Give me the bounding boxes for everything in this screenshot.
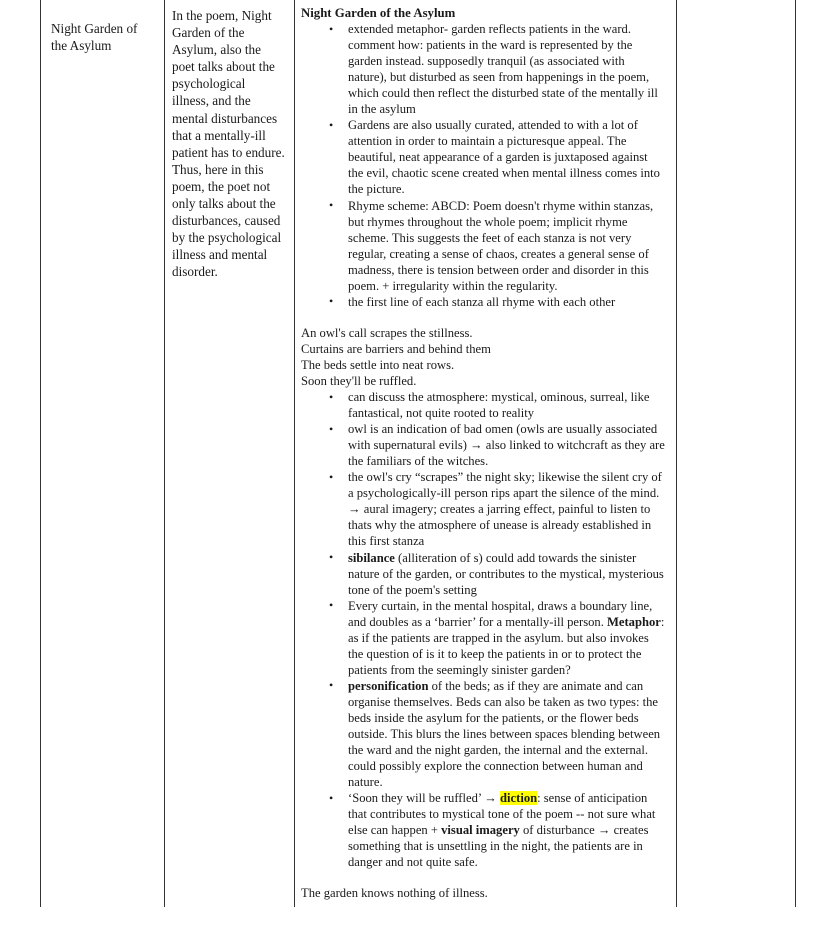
notes-body (295, 0, 676, 907)
notes-heading: Night Garden of the Asylum (301, 6, 456, 20)
diction-text-mid: : sense of anticipation that contributes to mystical tone of the poem -- not sure what else can happen + (348, 791, 656, 838)
diction-quote: ‘Soon they will be ruffled’ → (348, 791, 501, 806)
term-personification: personification (348, 678, 429, 693)
list-item: • extended metaphor- garden reflects patients in the ward. comment how: patients in the ward is represented by the garden instead. supposedly tranquil (as associated with nature), but disturbed as seen from happenings in the poem, which could then reflect the disturbed state of the mentally ill in the asylum (299, 21, 666, 117)
poem-summary-text: In the poem, Night Garden of the Asylum, also the poet talks about the psychological illness, and the mental disturbances that a mentally-ill patient has to endure. Thus, here in this poem, the poet not only talks about the disturbances, caused by the psychological illness and mental disorder. (172, 8, 285, 280)
notes-bullet-list-one (299, 21, 666, 310)
notes-bullet-list-two (299, 389, 666, 870)
list-item: • Rhyme scheme: ABCD: Poem doesn't rhyme within stanzas, but rhymes throughout the whole poem; implicit rhyme scheme. This suggests the feet of each stanza is not very regular, creating a sense of chaos, creates a general sense of madness, there is tension between order and disorder in this poem. + irregularity within the regularity. (299, 198, 666, 294)
diction-text-tail: of disturbance → creates something that is unsettling in the night, the patients are in danger and not quite safe. (348, 823, 649, 870)
list-item-curtain (299, 598, 666, 678)
list-item-personification (299, 678, 666, 790)
list-item-diction (299, 790, 666, 870)
list-item: • the first line of each stanza all rhyme with each other (299, 294, 666, 310)
term-sibilance: sibilance (348, 550, 395, 565)
stanza-line: Curtains are barriers and behind them (301, 341, 491, 356)
personification-text: of the beds; as if they are animate and can organise themselves. Beds can also be taken as two types: the beds inside the asylum for the patients, or the flower beds outside. This blurs the lines between spaces blending between the ward and the night garden, the internal and the external. could possibly explore the connection between human and nature. (348, 678, 661, 790)
poem-title-cell (41, 0, 165, 907)
poem-stanza-one (299, 325, 666, 389)
poem-stanza-two-line: The garden knows nothing of illness. (301, 886, 488, 901)
poem-analysis-table (40, 0, 796, 907)
poem-title-text: Night Garden of the Asylum (51, 21, 138, 53)
term-visual-imagery: visual imagery (441, 823, 520, 838)
table-row (41, 0, 796, 907)
poem-summary-cell (165, 0, 295, 907)
list-item-sibilance (299, 550, 666, 598)
stanza-line: Soon they'll be ruffled. (301, 373, 417, 388)
poem-notes-cell (295, 0, 677, 907)
term-diction-highlighted: diction (500, 791, 538, 806)
list-item: • Gardens are also usually curated, attended to with a lot of attention in order to maintain a picturesque appeal. The beautiful, neat appearance of a garden is juxtaposed against the evil, chaotic scene created when mental illness comes into the picture. (299, 117, 666, 197)
empty-notes-cell (677, 0, 796, 907)
term-metaphor: Metaphor (607, 614, 661, 629)
stanza-line: An owl's call scrapes the stillness. (301, 325, 473, 340)
sibilance-text: (alliteration of s) could add towards the sinister nature of the garden, or contributes to the mystical, mysterious tone of the poem's setting (348, 550, 664, 597)
stanza-line: The beds settle into neat rows. (301, 357, 455, 372)
curtain-text-a: Every curtain, in the mental hospital, draws a boundary line, and doubles as a ‘barrier’ for a mentally-ill person. (348, 598, 653, 629)
list-item: • the owl's cry “scrapes” the night sky; likewise the silent cry of a psychologically-ill person rips apart the silence of the mind. → aural imagery; creates a jarring effect, painful to listen to thats why the atmosphere of unease is already established in this first stanza (299, 469, 666, 549)
empty-cell-text (677, 0, 795, 12)
list-item: • can discuss the atmosphere: mystical, ominous, surreal, like fantastical, not quite rooted to reality (299, 389, 666, 421)
curtain-text-b: : as if the patients are trapped in the asylum. but also invokes the question of is it to keep the patients in or to protect the patients from the seemingly sinister garden? (348, 614, 665, 677)
list-item: • owl is an indication of bad omen (owls are usually associated with supernatural evils) → also linked to witchcraft as they are the familiars of the witches. (299, 421, 666, 469)
